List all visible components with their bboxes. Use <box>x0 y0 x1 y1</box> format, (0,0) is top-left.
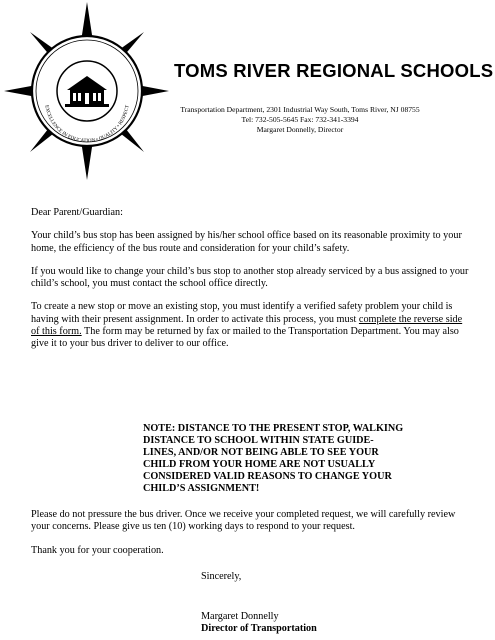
address-line: Transportation Department, 2301 Industrial Way South, Toms River, NJ 08755 <box>180 105 420 114</box>
director-line: Margaret Donnelly, Director <box>256 125 344 134</box>
paragraph-new-stop <box>31 301 473 350</box>
district-title: TOMS RIVER REGIONAL SCHOOLS <box>174 60 494 81</box>
note-line: CHILD FROM YOUR HOME ARE NOT USUALLY <box>143 459 376 471</box>
reverse-side-instruction: complete the reverse side of this form. <box>31 313 463 338</box>
note-line: CONSIDERED VALID REASONS TO CHANGE YOUR <box>143 471 392 483</box>
seal-motto: EXCELLENCE IN EDUCATION • QUALITY • RESPECT <box>43 104 131 145</box>
note-line: DISTANCE TO SCHOOL WITHIN STATE GUIDE- <box>143 435 374 447</box>
note-line: CHILD’S ASSIGNMENT! <box>143 483 260 495</box>
paragraph-driver: Please do not pressure the bus driver. Once we receive your completed request, we will carefully review your concerns. Please give us ten (10) working days to respond to your request. <box>31 509 456 533</box>
salutation: Dear Parent/Guardian: <box>31 207 123 218</box>
note-block <box>143 423 443 496</box>
paragraph-new-stop-text: To create a new stop or move an existing stop, you must identify a verified safety problem your child is having with their present assignment. In order to activate this process, you must <box>31 301 453 325</box>
paragraph-assignment: Your child’s bus stop has been assigned by his/her school office based on its reasonable proximity to your home, the efficiency of the bus route and consideration for your child’s safety. <box>31 230 462 254</box>
contact-line: Tel: 732-505-5645 Fax: 732-341-3394 <box>241 115 359 124</box>
note-line: LINES, AND/OR NOT BEING ABLE TO SEE YOUR <box>143 447 379 459</box>
thank-you: Thank you for your cooperation. <box>31 544 164 556</box>
signer-title: Director of Transportation <box>201 623 317 634</box>
district-seal-logo <box>4 2 169 180</box>
signer-name: Margaret Donnelly <box>201 611 279 622</box>
letter-closing-section <box>31 509 473 568</box>
note-line: NOTE: DISTANCE TO THE PRESENT STOP, WALKING <box>143 423 404 434</box>
paragraph-new-stop-text-end: The form may be returned by fax or mailed to the Transportation Department. You may also give it to your bus driver to deliver to our office. <box>31 326 459 350</box>
paragraph-change-stop: If you would like to change your child’s bus stop to another stop already serviced by a bus assigned to your child’s school, you must contact the school office directly. <box>31 265 469 290</box>
department-address-block <box>150 105 450 135</box>
closing-sincerely: Sincerely, <box>201 571 242 582</box>
letter-body <box>31 207 473 362</box>
